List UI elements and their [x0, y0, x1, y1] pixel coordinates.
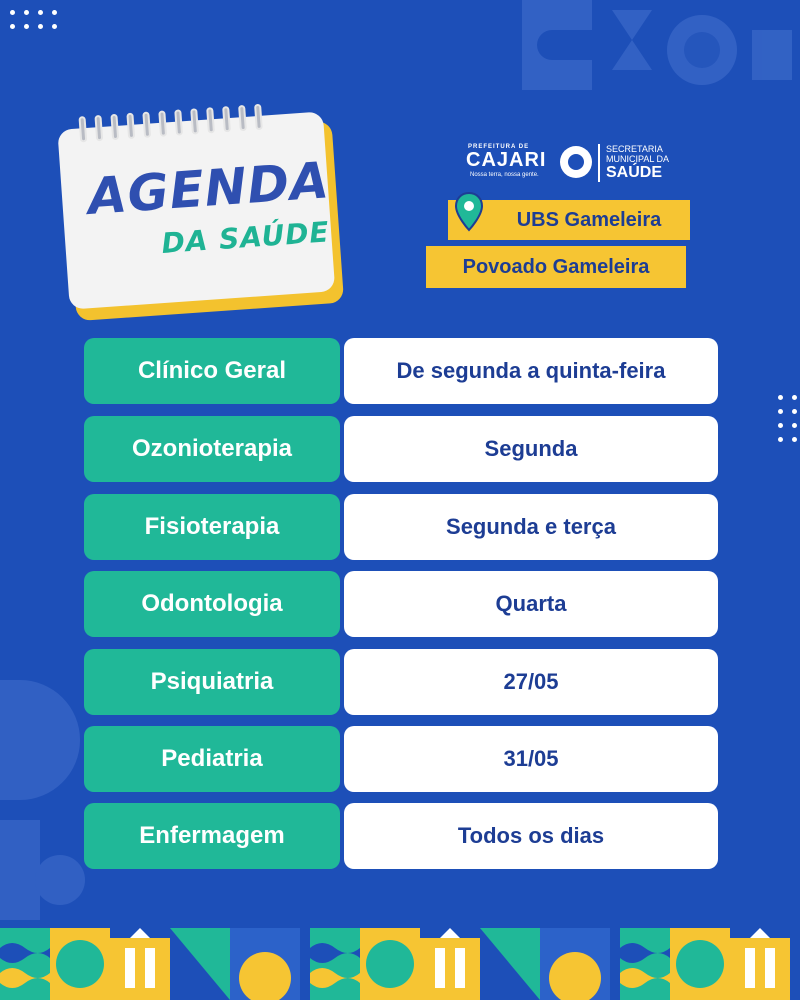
location-pin-icon	[454, 192, 484, 232]
footer-pattern	[0, 928, 800, 1000]
service-name: Odontologia	[84, 571, 340, 637]
service-schedule: Segunda	[344, 416, 718, 482]
location-unit-text: UBS Gameleira	[516, 208, 662, 231]
service-schedule: De segunda a quinta-feira	[344, 338, 718, 404]
service-name: Psiquiatria	[84, 649, 340, 715]
decorative-shapes-left	[0, 680, 90, 930]
service-schedule: Segunda e terça	[344, 494, 718, 560]
decorative-footer-banner	[0, 928, 800, 1000]
emblem-icon	[560, 146, 592, 178]
table-row	[84, 338, 718, 404]
page-subtitle: DA SAÚDE	[160, 215, 331, 260]
logo-divider	[598, 144, 600, 182]
page-title: AGENDA	[86, 151, 332, 226]
decorative-dots	[778, 395, 797, 442]
service-name: Ozonioterapia	[84, 416, 340, 482]
table-row	[84, 571, 718, 637]
pattern-tile	[0, 928, 300, 1000]
logo-dept-name: SAÚDE	[606, 164, 663, 181]
location-place-text: Povoado Gameleira	[462, 255, 650, 278]
service-schedule: 27/05	[344, 649, 718, 715]
logo-prefeitura-text: PREFEITURA DE	[468, 144, 530, 150]
agenda-notebook-card	[57, 110, 350, 329]
service-schedule: Quarta	[344, 571, 718, 637]
location-place-label	[426, 246, 686, 288]
table-row	[84, 649, 718, 715]
decorative-shapes-top-right	[512, 0, 800, 90]
service-schedule: Todos os dias	[344, 803, 718, 869]
decorative-dots	[10, 10, 57, 29]
table-row	[84, 726, 718, 792]
municipality-logo	[466, 144, 696, 184]
service-name: Pediatria	[84, 726, 340, 792]
service-name: Clínico Geral	[84, 338, 340, 404]
service-name: Enfermagem	[84, 803, 340, 869]
table-row	[84, 803, 718, 869]
table-row	[84, 416, 718, 482]
table-row	[84, 494, 718, 560]
service-schedule: 31/05	[344, 726, 718, 792]
logo-city-name: CAJARI	[466, 149, 547, 171]
logo-dept-line2: MUNICIPAL DA	[606, 154, 670, 164]
location-unit-label	[448, 200, 690, 240]
notebook-rings	[78, 104, 262, 143]
service-name: Fisioterapia	[84, 494, 340, 560]
logo-slogan: Nossa terra, nossa gente.	[470, 172, 539, 178]
logo-dept-line1: SECRETARIA	[606, 144, 663, 154]
